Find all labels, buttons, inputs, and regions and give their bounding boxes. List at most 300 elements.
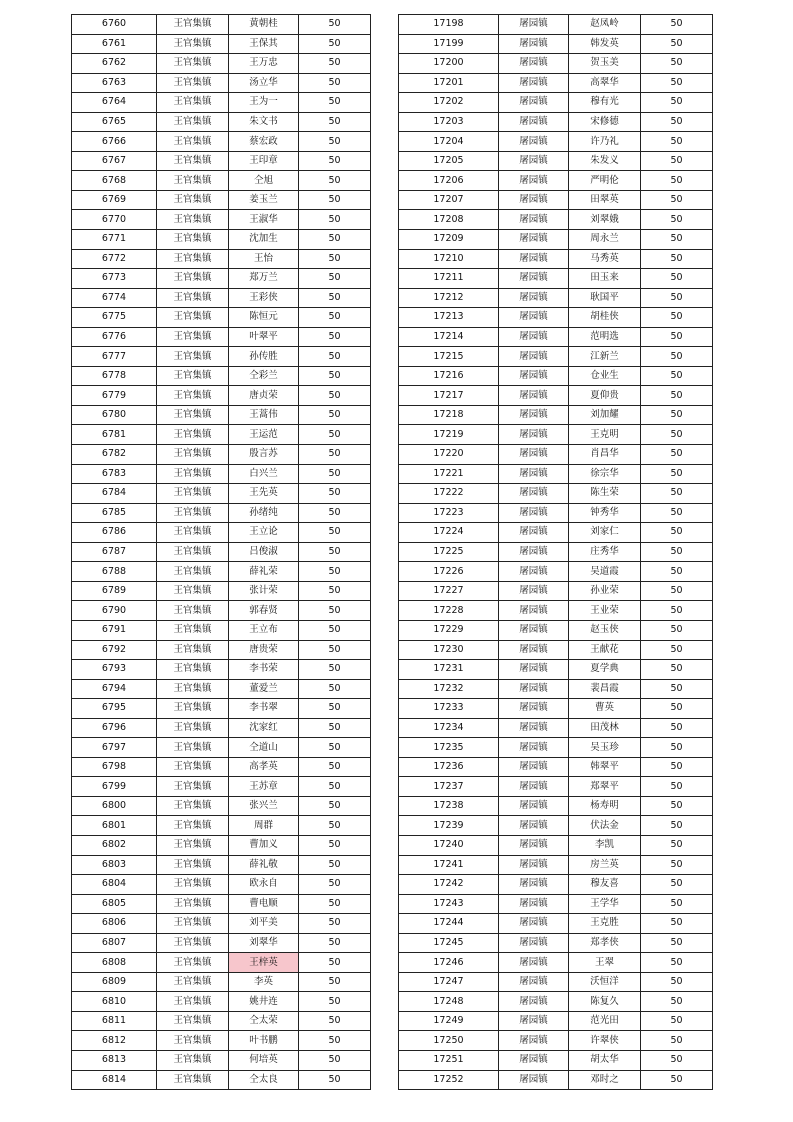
table-row [399,73,713,93]
person-name-cell: 王万忠 [229,54,299,74]
person-name-cell: 田茂林 [569,718,641,738]
person-name-cell: 刘翠华 [229,933,299,953]
person-name-cell: 赵凤岭 [569,15,641,35]
row-number-cell: 17242 [399,875,499,895]
table-row [399,914,713,934]
row-number-cell: 6813 [72,1050,157,1070]
amount-cell: 50 [641,54,713,74]
amount-cell: 50 [299,327,371,347]
township-cell: 屠园镇 [499,347,569,367]
table-row [399,405,713,425]
row-number-cell: 17206 [399,171,499,191]
person-name-cell: 王克胜 [569,914,641,934]
township-cell: 王官集镇 [157,269,229,289]
amount-cell: 50 [641,699,713,719]
right-roster-table [398,14,713,1090]
amount-cell: 50 [641,816,713,836]
township-cell: 王官集镇 [157,464,229,484]
township-cell: 屠园镇 [499,777,569,797]
amount-cell: 50 [641,386,713,406]
table-row [72,640,371,660]
township-cell: 屠园镇 [499,718,569,738]
township-cell: 屠园镇 [499,93,569,113]
township-cell: 屠园镇 [499,132,569,152]
person-name-cell: 叶书鹏 [229,1031,299,1051]
amount-cell: 50 [299,171,371,191]
township-cell: 王官集镇 [157,190,229,210]
township-cell: 王官集镇 [157,54,229,74]
table-row [399,445,713,465]
amount-cell: 50 [641,425,713,445]
township-cell: 王官集镇 [157,679,229,699]
row-number-cell: 6767 [72,151,157,171]
amount-cell: 50 [299,855,371,875]
highlighted-name-cell: 王梓英 [229,953,299,973]
amount-cell: 50 [299,112,371,132]
table-row [399,308,713,328]
township-cell: 屠园镇 [499,112,569,132]
row-number-cell: 17235 [399,738,499,758]
amount-cell: 50 [641,718,713,738]
table-row [72,308,371,328]
amount-cell: 50 [299,835,371,855]
person-name-cell: 李凯 [569,835,641,855]
table-row [72,562,371,582]
row-number-cell: 6785 [72,503,157,523]
row-number-cell: 6790 [72,601,157,621]
table-row [399,464,713,484]
amount-cell: 50 [641,972,713,992]
row-number-cell: 17228 [399,601,499,621]
amount-cell: 50 [299,796,371,816]
table-row [72,190,371,210]
table-row [72,327,371,347]
amount-cell: 50 [299,542,371,562]
person-name-cell: 邓时之 [569,1070,641,1090]
person-name-cell: 郑翠平 [569,777,641,797]
amount-cell: 50 [641,93,713,113]
row-number-cell: 6772 [72,249,157,269]
person-name-cell: 杨寿明 [569,796,641,816]
township-cell: 王官集镇 [157,249,229,269]
amount-cell: 50 [641,562,713,582]
table-row [72,210,371,230]
row-number-cell: 17203 [399,112,499,132]
table-row [399,503,713,523]
table-row [399,1011,713,1031]
person-name-cell: 刘平美 [229,914,299,934]
table-row [72,699,371,719]
amount-cell: 50 [299,405,371,425]
person-name-cell: 穆友喜 [569,875,641,895]
township-cell: 屠园镇 [499,835,569,855]
person-name-cell: 王怡 [229,249,299,269]
person-name-cell: 沃恒洋 [569,972,641,992]
person-name-cell: 周永兰 [569,230,641,250]
row-number-cell: 6788 [72,562,157,582]
amount-cell: 50 [299,308,371,328]
amount-cell: 50 [299,151,371,171]
row-number-cell: 17226 [399,562,499,582]
row-number-cell: 17211 [399,269,499,289]
table-row [72,757,371,777]
township-cell: 王官集镇 [157,699,229,719]
amount-cell: 50 [641,464,713,484]
amount-cell: 50 [641,190,713,210]
row-number-cell: 6782 [72,445,157,465]
row-number-cell: 6795 [72,699,157,719]
township-cell: 王官集镇 [157,796,229,816]
person-name-cell: 郑孝侠 [569,933,641,953]
row-number-cell: 17217 [399,386,499,406]
person-name-cell: 唐贞荣 [229,386,299,406]
person-name-cell: 王淑华 [229,210,299,230]
table-row [72,933,371,953]
row-number-cell: 17216 [399,366,499,386]
amount-cell: 50 [641,601,713,621]
township-cell: 王官集镇 [157,171,229,191]
row-number-cell: 17198 [399,15,499,35]
township-cell: 屠园镇 [499,366,569,386]
person-name-cell: 刘加耀 [569,405,641,425]
person-name-cell: 马秀英 [569,249,641,269]
row-number-cell: 17249 [399,1011,499,1031]
township-cell: 屠园镇 [499,796,569,816]
person-name-cell: 王运范 [229,425,299,445]
table-row [399,230,713,250]
table-row [399,835,713,855]
township-cell: 屠园镇 [499,699,569,719]
township-cell: 王官集镇 [157,757,229,777]
amount-cell: 50 [299,620,371,640]
row-number-cell: 17250 [399,1031,499,1051]
amount-cell: 50 [641,1070,713,1090]
township-cell: 屠园镇 [499,249,569,269]
table-row [399,738,713,758]
row-number-cell: 6811 [72,1011,157,1031]
row-number-cell: 6787 [72,542,157,562]
person-name-cell: 薛礼荣 [229,562,299,582]
person-name-cell: 李英 [229,972,299,992]
township-cell: 王官集镇 [157,914,229,934]
amount-cell: 50 [641,542,713,562]
row-number-cell: 17244 [399,914,499,934]
amount-cell: 50 [299,992,371,1012]
row-number-cell: 17221 [399,464,499,484]
township-cell: 屠园镇 [499,54,569,74]
amount-cell: 50 [641,347,713,367]
table-row [72,15,371,35]
person-name-cell: 刘翠娥 [569,210,641,230]
township-cell: 王官集镇 [157,1031,229,1051]
amount-cell: 50 [641,15,713,35]
amount-cell: 50 [641,171,713,191]
person-name-cell: 朱文书 [229,112,299,132]
person-name-cell: 薛礼敬 [229,855,299,875]
row-number-cell: 17200 [399,54,499,74]
township-cell: 王官集镇 [157,347,229,367]
row-number-cell: 6807 [72,933,157,953]
table-row [72,73,371,93]
amount-cell: 50 [641,953,713,973]
person-name-cell: 何培英 [229,1050,299,1070]
person-name-cell: 张兴兰 [229,796,299,816]
table-row [72,1031,371,1051]
table-row [399,699,713,719]
township-cell: 屠园镇 [499,640,569,660]
table-row [399,640,713,660]
table-row [399,1070,713,1090]
amount-cell: 50 [641,581,713,601]
amount-cell: 50 [299,875,371,895]
row-number-cell: 17225 [399,542,499,562]
township-cell: 屠园镇 [499,15,569,35]
person-name-cell: 仝太良 [229,1070,299,1090]
table-row [72,1070,371,1090]
row-number-cell: 17209 [399,230,499,250]
township-cell: 屠园镇 [499,1011,569,1031]
township-cell: 屠园镇 [499,151,569,171]
person-name-cell: 孙绪纯 [229,503,299,523]
township-cell: 屠园镇 [499,816,569,836]
township-cell: 王官集镇 [157,933,229,953]
township-cell: 王官集镇 [157,835,229,855]
table-row [72,1050,371,1070]
person-name-cell: 王献花 [569,640,641,660]
row-number-cell: 6791 [72,620,157,640]
table-row [72,718,371,738]
table-row [72,523,371,543]
table-row [399,757,713,777]
township-cell: 王官集镇 [157,562,229,582]
township-cell: 王官集镇 [157,503,229,523]
township-cell: 屠园镇 [499,660,569,680]
table-row [399,249,713,269]
table-row [399,484,713,504]
person-name-cell: 陈生荣 [569,484,641,504]
person-name-cell: 曹电顺 [229,894,299,914]
table-row [399,190,713,210]
row-number-cell: 17240 [399,835,499,855]
table-row [72,269,371,289]
amount-cell: 50 [641,875,713,895]
person-name-cell: 郭春贤 [229,601,299,621]
table-row [399,288,713,308]
person-name-cell: 叶翠平 [229,327,299,347]
amount-cell: 50 [299,132,371,152]
amount-cell: 50 [641,914,713,934]
table-row [399,992,713,1012]
person-name-cell: 黄朝桂 [229,15,299,35]
amount-cell: 50 [641,151,713,171]
amount-cell: 50 [299,54,371,74]
township-cell: 王官集镇 [157,73,229,93]
township-cell: 王官集镇 [157,972,229,992]
amount-cell: 50 [641,796,713,816]
row-number-cell: 6814 [72,1070,157,1090]
township-cell: 屠园镇 [499,972,569,992]
township-cell: 王官集镇 [157,386,229,406]
person-name-cell: 白兴兰 [229,464,299,484]
table-row [399,777,713,797]
person-name-cell: 唐贵荣 [229,640,299,660]
amount-cell: 50 [641,640,713,660]
township-cell: 屠园镇 [499,953,569,973]
person-name-cell: 曹加义 [229,835,299,855]
row-number-cell: 6805 [72,894,157,914]
township-cell: 王官集镇 [157,620,229,640]
person-name-cell: 肖昌华 [569,445,641,465]
table-row [399,1031,713,1051]
table-row [399,953,713,973]
person-name-cell: 王克明 [569,425,641,445]
table-row [72,816,371,836]
township-cell: 屠园镇 [499,933,569,953]
township-cell: 屠园镇 [499,562,569,582]
amount-cell: 50 [299,718,371,738]
amount-cell: 50 [641,132,713,152]
row-number-cell: 6808 [72,953,157,973]
township-cell: 王官集镇 [157,93,229,113]
township-cell: 屠园镇 [499,308,569,328]
row-number-cell: 17218 [399,405,499,425]
row-number-cell: 6768 [72,171,157,191]
row-number-cell: 17227 [399,581,499,601]
township-cell: 王官集镇 [157,1070,229,1090]
row-number-cell: 17207 [399,190,499,210]
row-number-cell: 6789 [72,581,157,601]
person-name-cell: 许乃礼 [569,132,641,152]
amount-cell: 50 [299,190,371,210]
amount-cell: 50 [299,425,371,445]
township-cell: 王官集镇 [157,640,229,660]
row-number-cell: 17215 [399,347,499,367]
row-number-cell: 17232 [399,679,499,699]
table-row [72,34,371,54]
person-name-cell: 仝彩兰 [229,366,299,386]
left-roster-table [71,14,371,1090]
amount-cell: 50 [299,777,371,797]
row-number-cell: 17204 [399,132,499,152]
amount-cell: 50 [299,34,371,54]
row-number-cell: 6810 [72,992,157,1012]
township-cell: 屠园镇 [499,484,569,504]
row-number-cell: 17231 [399,660,499,680]
amount-cell: 50 [641,660,713,680]
row-number-cell: 6775 [72,308,157,328]
row-number-cell: 6778 [72,366,157,386]
person-name-cell: 仓业生 [569,366,641,386]
township-cell: 屠园镇 [499,73,569,93]
person-name-cell: 郑万兰 [229,269,299,289]
township-cell: 屠园镇 [499,875,569,895]
township-cell: 王官集镇 [157,308,229,328]
table-row [72,581,371,601]
amount-cell: 50 [299,210,371,230]
person-name-cell: 夏学典 [569,660,641,680]
township-cell: 王官集镇 [157,1050,229,1070]
amount-cell: 50 [299,464,371,484]
amount-cell: 50 [641,1011,713,1031]
row-number-cell: 6804 [72,875,157,895]
table-row [72,503,371,523]
amount-cell: 50 [299,738,371,758]
person-name-cell: 严明伦 [569,171,641,191]
table-row [399,132,713,152]
row-number-cell: 17201 [399,73,499,93]
row-number-cell: 17233 [399,699,499,719]
table-row [72,796,371,816]
row-number-cell: 6760 [72,15,157,35]
township-cell: 王官集镇 [157,132,229,152]
table-row [399,933,713,953]
township-cell: 屠园镇 [499,679,569,699]
row-number-cell: 17247 [399,972,499,992]
row-number-cell: 6783 [72,464,157,484]
table-row [399,93,713,113]
township-cell: 屠园镇 [499,503,569,523]
township-cell: 王官集镇 [157,34,229,54]
amount-cell: 50 [299,953,371,973]
township-cell: 屠园镇 [499,34,569,54]
table-row [72,620,371,640]
township-cell: 王官集镇 [157,875,229,895]
township-cell: 屠园镇 [499,386,569,406]
amount-cell: 50 [299,1011,371,1031]
table-row [72,777,371,797]
table-row [72,992,371,1012]
person-name-cell: 姚井连 [229,992,299,1012]
amount-cell: 50 [299,15,371,35]
table-row [72,738,371,758]
row-number-cell: 6802 [72,835,157,855]
row-number-cell: 6776 [72,327,157,347]
amount-cell: 50 [641,445,713,465]
person-name-cell: 徐宗华 [569,464,641,484]
person-name-cell: 范明选 [569,327,641,347]
amount-cell: 50 [299,445,371,465]
table-row [72,972,371,992]
row-number-cell: 6786 [72,523,157,543]
table-row [72,112,371,132]
township-cell: 屠园镇 [499,894,569,914]
table-row [72,132,371,152]
amount-cell: 50 [641,1031,713,1051]
amount-cell: 50 [641,73,713,93]
township-cell: 王官集镇 [157,777,229,797]
person-name-cell: 王学华 [569,894,641,914]
person-name-cell: 张计荣 [229,581,299,601]
person-name-cell: 王立论 [229,523,299,543]
amount-cell: 50 [299,914,371,934]
table-row [72,914,371,934]
row-number-cell: 6803 [72,855,157,875]
township-cell: 屠园镇 [499,738,569,758]
row-number-cell: 6764 [72,93,157,113]
table-row [72,445,371,465]
person-name-cell: 陈复久 [569,992,641,1012]
table-row [72,151,371,171]
amount-cell: 50 [641,992,713,1012]
row-number-cell: 17243 [399,894,499,914]
table-row [72,953,371,973]
township-cell: 王官集镇 [157,581,229,601]
amount-cell: 50 [641,835,713,855]
amount-cell: 50 [641,288,713,308]
table-row [72,601,371,621]
amount-cell: 50 [299,679,371,699]
township-cell: 屠园镇 [499,992,569,1012]
